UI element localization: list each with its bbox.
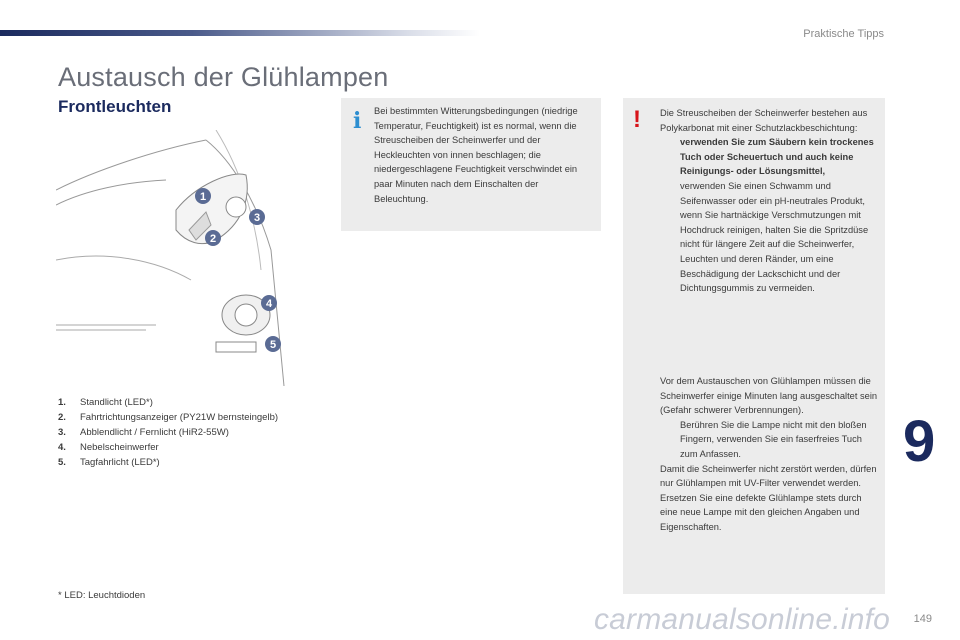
warning-box xyxy=(623,98,885,594)
warning-bullet xyxy=(660,208,880,296)
bullet-marker xyxy=(660,135,680,179)
warning-bullet xyxy=(660,418,880,462)
warning-text-block xyxy=(660,106,880,296)
warning-bullet-text: Berühren Sie die Lampe nicht mit den bloßen Fingern, verwenden Sie ein faserfreies Tuch zum Anfassen. xyxy=(680,419,867,459)
section-subtitle: Frontleuchten xyxy=(58,97,172,116)
legend-number: 5. xyxy=(58,457,66,468)
warning-bullet xyxy=(660,179,880,208)
callout-3-label: 3 xyxy=(253,212,261,224)
footnote: * LED: Leuchtdioden xyxy=(58,590,146,601)
section-label: Praktische Tipps xyxy=(803,28,884,40)
warning-bullet-text: verwenden Sie zum Säubern kein trockenes Tuch oder Scheuertuch und auch keine Reinigungs- oder Lösungsmittel, xyxy=(680,137,874,177)
watermark: carmanualsonline.info xyxy=(593,603,890,636)
legend-text: Standlicht (LED*) xyxy=(80,397,153,408)
callout-5-label: 5 xyxy=(269,339,277,351)
callout-1 xyxy=(195,188,211,204)
info-text: Bei bestimmten Witterungsbedingungen (niedrige Temperatur, Feuchtigkeit) ist es normal, wenn die Streuscheiben der Scheinwerfer und der Heckleuchten von innen beschlagen; die niedergeschlagene Feuchtigkeit verschwindet ein paar Minuten nach dem Einschalten der Beleuchtung. xyxy=(374,106,578,204)
bullet-marker xyxy=(660,418,680,462)
bullet-marker xyxy=(660,179,680,208)
callout-1-label: 1 xyxy=(199,191,207,203)
warning-para: Vor dem Austauschen von Glühlampen müssen die Scheinwerfer einige Minuten lang ausgeschaltet sein (Gefahr schwerer Verbrennungen). xyxy=(660,376,878,416)
headlight-illustration xyxy=(56,130,288,386)
legend-number: 3. xyxy=(58,427,66,438)
info-box xyxy=(341,98,601,231)
warning-intro: Die Streuscheiben der Scheinwerfer bestehen aus Polykarbonat mit einer Schutzlackbeschichtung: xyxy=(660,108,868,133)
legend-item xyxy=(58,425,278,440)
legend-item xyxy=(58,395,278,410)
legend-text: Tagfahrlicht (LED*) xyxy=(80,457,160,468)
legend-item xyxy=(58,410,278,425)
warning-icon: ! xyxy=(633,106,641,133)
bullet-marker xyxy=(660,208,680,296)
legend-number: 4. xyxy=(58,442,66,453)
callout-4-label: 4 xyxy=(265,298,273,310)
callout-3 xyxy=(249,209,265,225)
warning-para: Ersetzen Sie eine defekte Glühlampe stets durch eine neue Lampe mit den gleichen Angaben und Eigenschaften. xyxy=(660,492,862,532)
warning-bullet-text: verwenden Sie einen Schwamm und Seifenwasser oder ein pH-neutrales Produkt, xyxy=(680,180,866,206)
legend-number: 1. xyxy=(58,397,66,408)
legend-text: Fahrtrichtungsanzeiger (PY21W bernsteingelb) xyxy=(80,412,279,423)
info-icon: i xyxy=(353,108,362,134)
bulb-legend xyxy=(58,395,278,470)
legend-text: Abblendlicht / Fernlicht (HiR2-55W) xyxy=(80,427,229,438)
callout-4 xyxy=(261,295,277,311)
legend-number: 2. xyxy=(58,412,66,423)
legend-text: Nebelscheinwerfer xyxy=(80,442,159,453)
legend-item xyxy=(58,440,278,455)
callout-5 xyxy=(265,336,281,352)
callout-2-label: 2 xyxy=(209,233,217,245)
legend-item xyxy=(58,455,278,470)
callout-2 xyxy=(205,230,221,246)
page-number: 149 xyxy=(913,613,932,625)
header-bar xyxy=(0,30,480,36)
warning-bullet xyxy=(660,135,880,179)
page-title: Austausch der Glühlampen xyxy=(58,62,389,92)
warning-para: Damit die Scheinwerfer nicht zerstört werden, dürfen nur Glühlampen mit UV-Filter verwendet werden. xyxy=(660,463,877,489)
warning-text-block-2 xyxy=(660,374,880,535)
warning-bullet-text: wenn Sie hartnäckige Verschmutzungen mit Hochdruck reinigen, halten Sie die Spritzdüse nicht für längere Zeit auf die Scheinwerfer, Leuchten und deren Ränder, um eine Beschädigung der Lackschicht und der Dichtungsgummis zu vermeiden. xyxy=(680,210,869,294)
chapter-number: 9 xyxy=(903,409,936,474)
